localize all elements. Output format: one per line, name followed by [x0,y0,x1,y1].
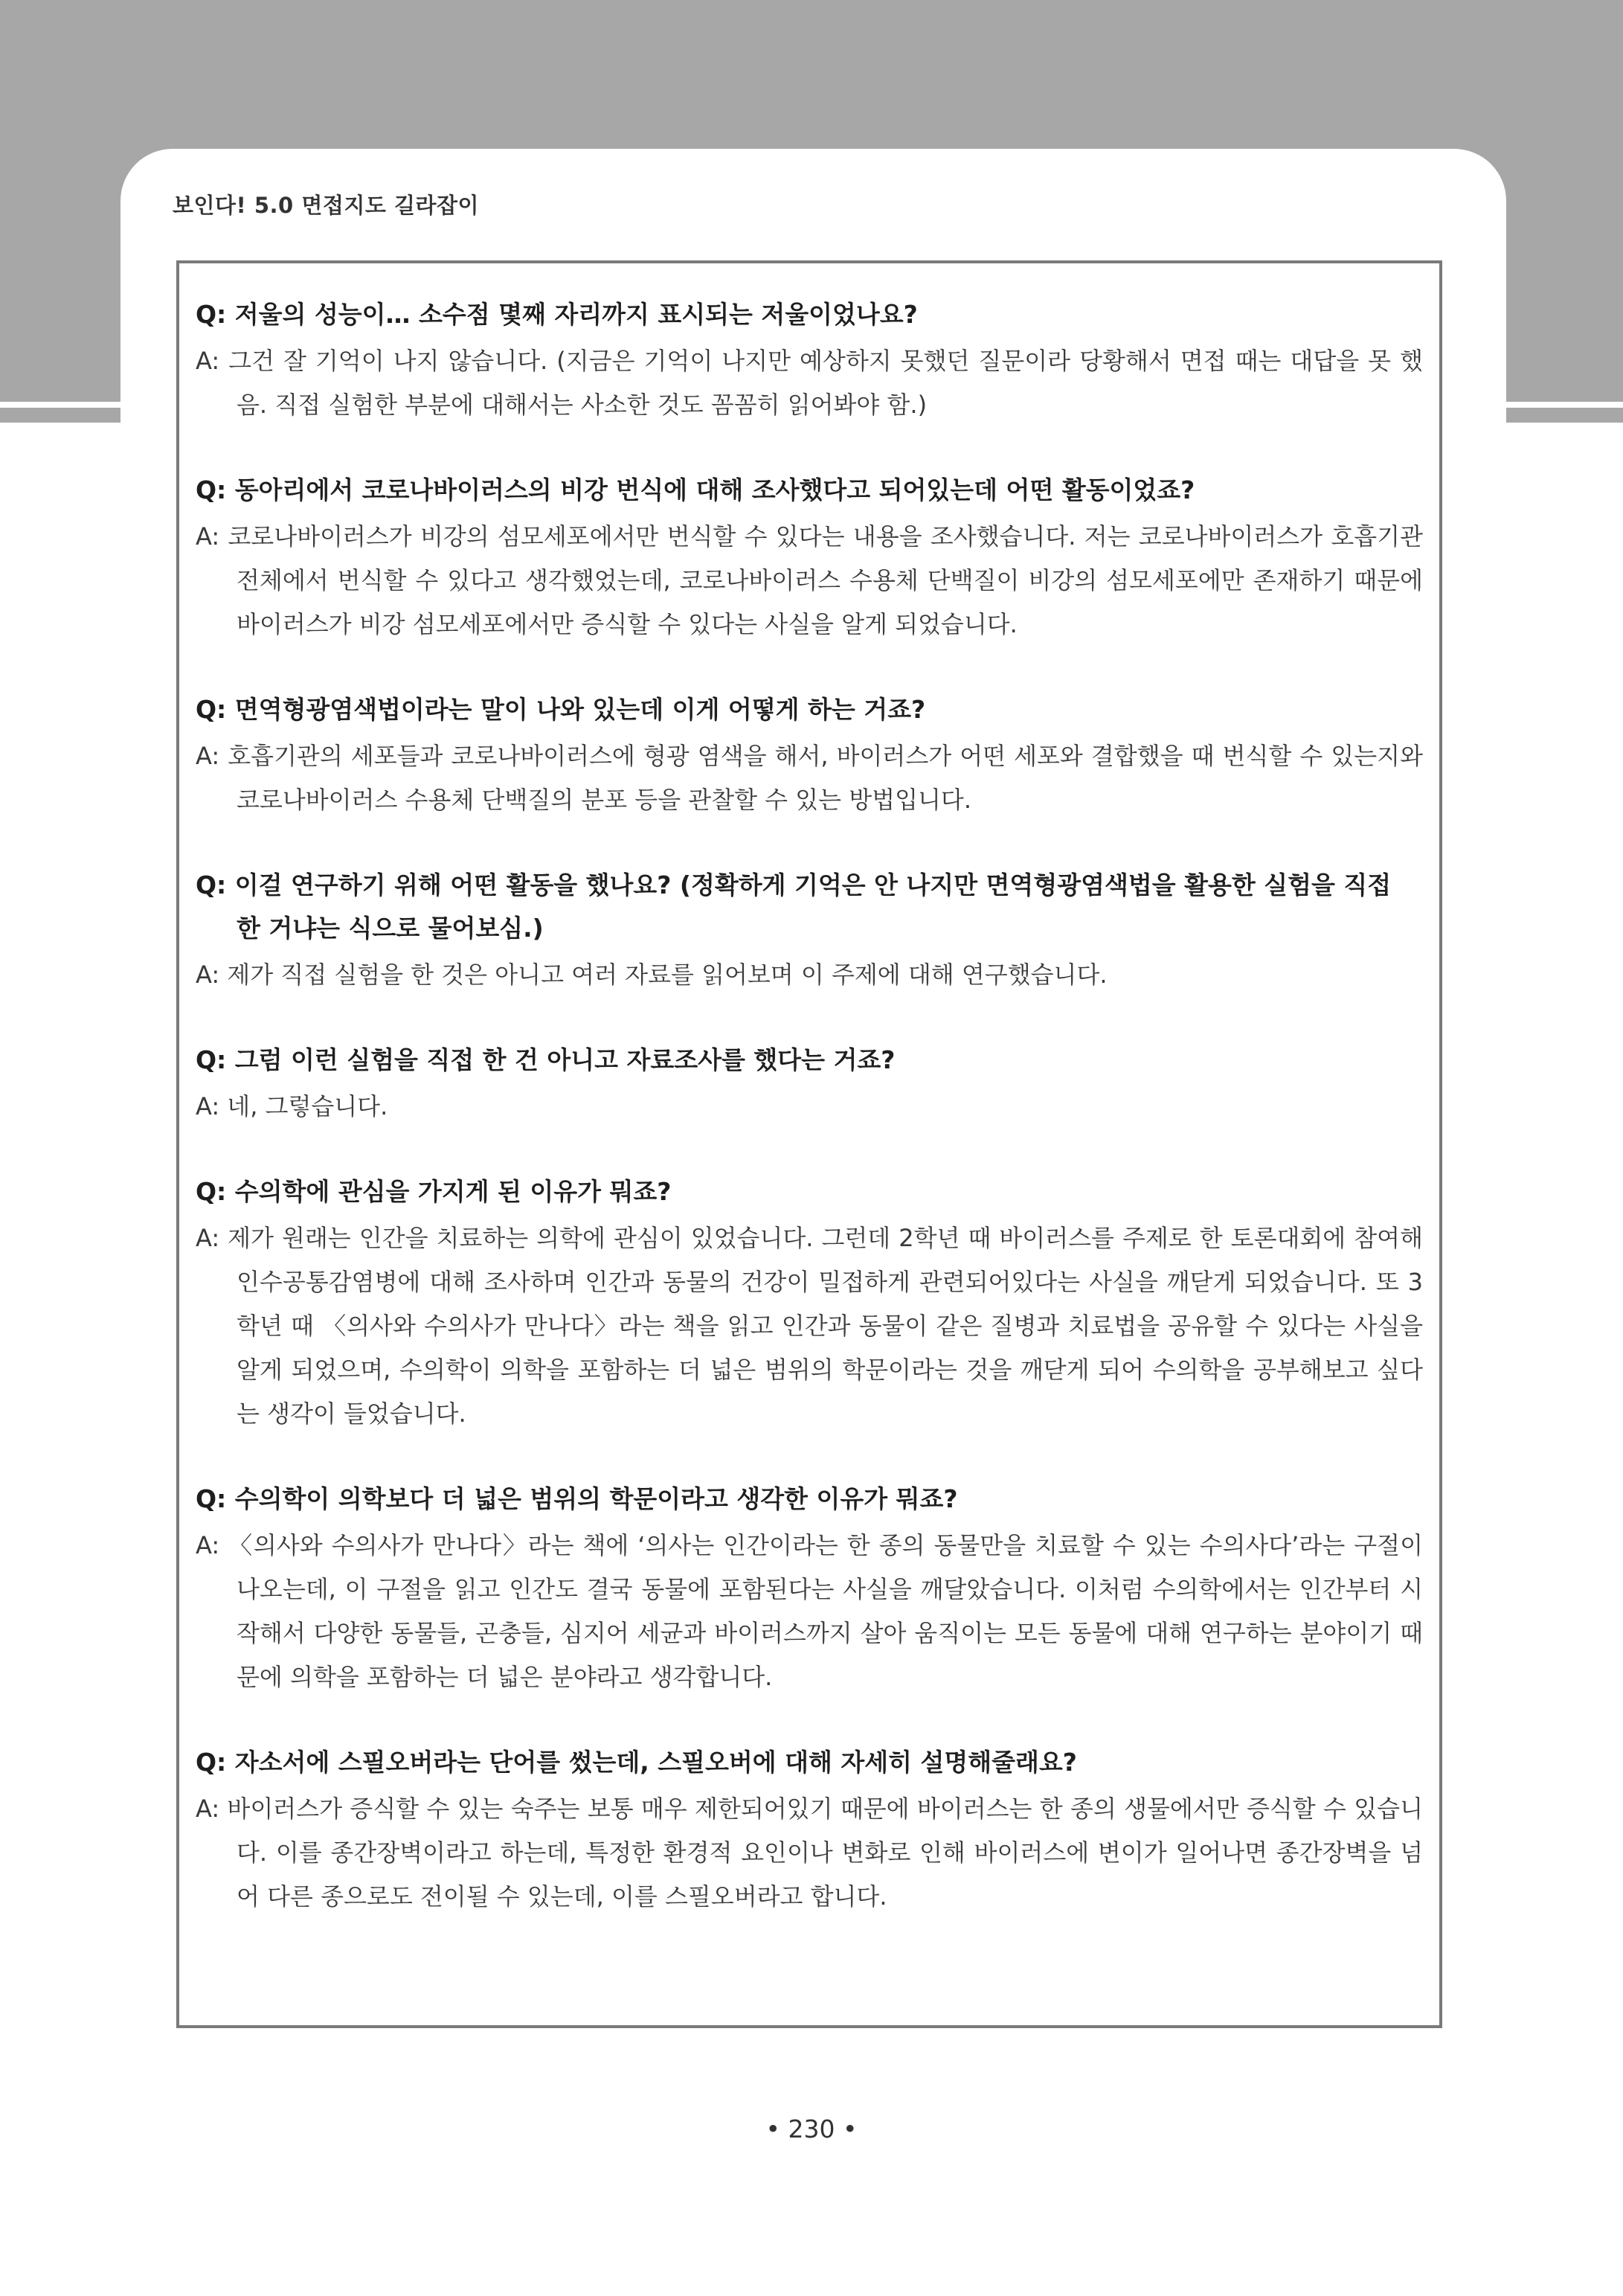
qa-item [196,469,1423,647]
answer-text: A: 〈의사와 수의사가 만나다〉라는 책에 ‘의사는 인간이라는 한 종의 동물만을 치료할 수 있는 수의사다’라는 구절이 나오는데, 이 구절을 읽고 인간도 결국 동물에 포함된다는 사실을 깨달았습니다. 이처럼 수의학에서는 인간부터 시작해서 다양한 동물들, 곤충들, 심지어 세균과 바이러스까지 살아 움직이는 모든 동물에 대해 연구하는 분야이기 때문에 의학을 포함하는 더 넓은 분야라고 생각합니다. [196,1531,1423,1691]
answer-text: A: 바이러스가 증식할 수 있는 숙주는 보통 매우 제한되어있기 때문에 바이러스는 한 종의 생물에서만 증식할 수 있습니다. 이를 종간장벽이라고 하는데, 특정한 환경적 요인이나 변화로 인해 바이러스에 변이가 일어나면 종간장벽을 넘어 다른 종으로도 전이될 수 있는데, 이를 스필오버라고 합니다. [196,1795,1423,1911]
qa-item [196,864,1423,997]
answer-text: A: 제가 원래는 인간을 치료하는 의학에 관심이 있었습니다. 그런데 2학년 때 바이러스를 주제로 한 토론대회에 참여해 인수공통감염병에 대해 조사하며 인간과 동물의 건강이 밀접하게 관련되어있다는 사실을 깨닫게 되었습니다. 또 3학년 때 〈의사와 수의사가 만나다〉라는 책을 읽고 인간과 동물이 같은 질병과 치료법을 공유할 수 있다는 사실을 알게 되었으며, 수의학이 의학을 포함하는 더 넓은 범위의 학문이라는 것을 깨닫게 되어 수의학을 공부해보고 싶다는 생각이 들었습니다. [196,1224,1423,1428]
answer-text: A: 제가 직접 실험을 한 것은 아니고 여러 자료를 읽어보며 이 주제에 대해 연구했습니다. [196,961,1108,989]
answer-text: A: 호흡기관의 세포들과 코로나바이러스에 형광 염색을 해서, 바이러스가 어떤 세포와 결합했을 때 번식할 수 있는지와 코로나바이러스 수용체 단백질의 분포 등을 관찰할 수 있는 방법입니다. [196,742,1423,814]
qa-item [196,1741,1423,1919]
question-text: Q: 자소서에 스필오버라는 단어를 썼는데, 스필오버에 대해 자세히 설명해줄래요? [196,1748,1077,1777]
page-number: • 230 • [765,2114,858,2143]
left-side-stripe [0,408,120,423]
qa-item [196,1039,1423,1129]
question-text: Q: 수의학에 관심을 가지게 된 이유가 뭐죠? [196,1177,672,1206]
right-side-stripe [1506,408,1623,423]
question-text: Q: 수의학이 의학보다 더 넓은 범위의 학문이라고 생각한 이유가 뭐죠? [196,1484,958,1513]
question-text: Q: 이걸 연구하기 위해 어떤 활동을 했나요? (정확하게 기억은 안 나지만 면역형광염색법을 활용한 실험을 직접 한 거냐는 식으로 물어보심.) [196,870,1392,943]
question-text: Q: 저울의 성능이… 소수점 몇째 자리까지 표시되는 저울이었나요? [196,300,918,329]
question-text: Q: 면역형광염색법이라는 말이 나와 있는데 이게 어떻게 하는 거죠? [196,695,926,724]
answer-text: A: 코로나바이러스가 비강의 섬모세포에서만 번식할 수 있다는 내용을 조사했습니다. 저는 코로나바이러스가 호흡기관 전체에서 번식할 수 있다고 생각했었는데, 코로나바이러스 수용체 단백질이 비강의 섬모세포에만 존재하기 때문에 바이러스가 비강 섬모세포에서만 증식할 수 있다는 사실을 알게 되었습니다. [196,522,1423,638]
qa-item [196,688,1423,822]
question-text: Q: 동아리에서 코로나바이러스의 비강 번식에 대해 조사했다고 되어있는데 어떤 활동이었죠? [196,475,1195,504]
answer-text: A: 그건 잘 기억이 나지 않습니다. (지금은 기억이 나지만 예상하지 못했던 질문이라 당황해서 면접 때는 대답을 못 했음. 직접 실험한 부분에 대해서는 사소한 것도 꼼꼼히 읽어봐야 함.) [196,347,1423,419]
qa-item [196,1478,1423,1699]
question-text: Q: 그럼 이런 실험을 직접 한 건 아니고 자료조사를 했다는 거죠? [196,1045,896,1074]
answer-text: A: 네, 그렇습니다. [196,1092,388,1120]
qa-item [196,293,1423,427]
running-header-title: 보인다! 5.0 면접지도 길라잡이 [173,193,480,218]
qa-item [196,1170,1423,1436]
qa-content-box [176,260,1442,2028]
